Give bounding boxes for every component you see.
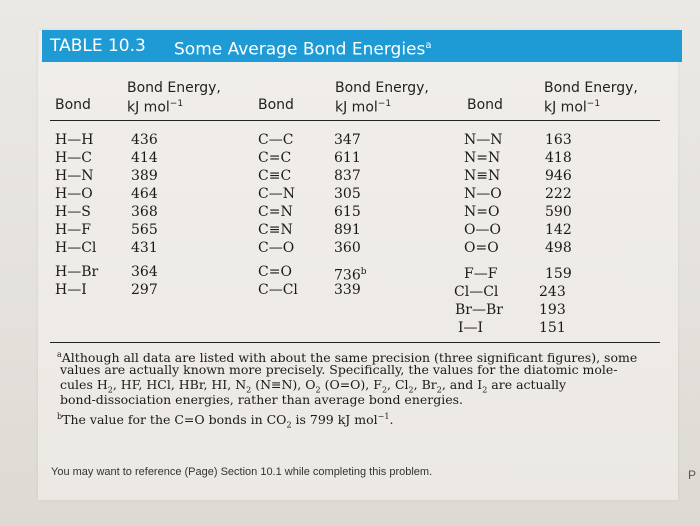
bond-energy: 305 — [334, 186, 361, 202]
bond-energy: 736$^b$ — [334, 267, 367, 284]
header-energy-3: Bond Energy, kJ mol$^{-1}$ — [544, 80, 638, 116]
bond-label: C=C — [258, 150, 292, 166]
bond-energy: 414 — [131, 150, 158, 166]
footnote-a-line1: $^a$Although all data are listed with about the same precision (three significant figures), some — [57, 350, 638, 366]
bond-label: N—N — [464, 132, 503, 148]
bond-energy: 151 — [539, 320, 566, 336]
bond-label: O—O — [464, 222, 501, 238]
bond-energy: 565 — [131, 222, 158, 238]
table-title-bar — [42, 30, 682, 62]
table-title: Some Average Bond Energies$^a$ — [174, 39, 432, 60]
bond-energy: 590 — [545, 204, 572, 220]
bond-energy: 142 — [545, 222, 572, 238]
bond-energy: 464 — [131, 186, 158, 202]
bond-energy: 297 — [131, 282, 158, 298]
header-rule — [50, 120, 660, 121]
bond-energy: 347 — [334, 132, 361, 148]
bond-label: C≡N — [258, 222, 293, 238]
footnote-a-line2: values are actually known more precisely. Specifically, the values for the diatomic mole- — [60, 362, 618, 377]
bond-label: H—Cl — [55, 240, 97, 256]
footnote-b: $^b$The value for the C=O bonds in $CO_2$ is 799 kJ mol$^{-1}$. — [57, 412, 394, 430]
bond-label: N≡N — [464, 168, 501, 184]
bond-energy: 368 — [131, 204, 158, 220]
bond-energy: 498 — [545, 240, 572, 256]
bond-label: N=N — [464, 150, 501, 166]
bond-energy: 611 — [334, 150, 361, 166]
bond-label: C—C — [258, 132, 294, 148]
table-number: TABLE 10.3 — [50, 36, 146, 56]
bond-label: C—O — [258, 240, 295, 256]
bond-energy: 339 — [334, 282, 361, 298]
bond-energy: 222 — [545, 186, 572, 202]
header-energy-1: Bond Energy, kJ mol$^{-1}$ — [127, 80, 221, 116]
bond-energy: 159 — [545, 266, 572, 282]
bond-energy: 431 — [131, 240, 158, 256]
reference-note: You may want to reference (Page) Section 10.1 while completing this problem. — [51, 466, 433, 478]
bond-label: I—I — [458, 320, 484, 336]
bond-label: N=O — [464, 204, 500, 220]
bond-energy: 360 — [334, 240, 361, 256]
bond-energy: 193 — [539, 302, 566, 318]
edge-letter: P — [688, 468, 697, 482]
bond-label: H—I — [55, 282, 87, 298]
bond-energy: 891 — [334, 222, 361, 238]
footnote-b-marker: b — [360, 267, 367, 277]
bond-label: H—O — [55, 186, 93, 202]
bond-energy: 946 — [545, 168, 572, 184]
header-energy-2: Bond Energy, kJ mol$^{-1}$ — [335, 80, 429, 116]
title-footnote-marker: a — [425, 40, 432, 51]
footnote-a-line3: cules $H_2$, HF, HCl, HBr, HI, $N_2$ (N≡N), $O_2$ (O=O), $F_2$, $Cl_2$, $Br_2$, and $I_2$ are actually — [60, 377, 567, 395]
bond-label: C—Cl — [258, 282, 298, 298]
bond-energy: 243 — [539, 284, 566, 300]
bond-label: H—C — [55, 150, 92, 166]
bond-label: H—H — [55, 132, 94, 148]
bond-label: N—O — [464, 186, 502, 202]
bond-energy: 389 — [131, 168, 158, 184]
bond-label: C=O — [258, 264, 292, 280]
bond-energy: 364 — [131, 264, 158, 280]
bond-label: H—F — [55, 222, 91, 238]
bond-label: C=N — [258, 204, 293, 220]
bond-label: Cl—Cl — [454, 284, 499, 300]
bond-energy: 436 — [131, 132, 158, 148]
bond-label: C≡C — [258, 168, 292, 184]
bond-label: F—F — [464, 266, 498, 282]
header-bond-3: Bond — [467, 97, 503, 113]
footer-rule — [50, 342, 660, 343]
bond-label: H—Br — [55, 264, 99, 280]
bond-label: O=O — [464, 240, 499, 256]
bond-energy: 418 — [545, 150, 572, 166]
bond-energy: 163 — [545, 132, 572, 148]
bond-label: H—S — [55, 204, 91, 220]
footnote-a-line4: bond-dissociation energies, rather than average bond energies. — [60, 392, 464, 407]
bond-label: Br—Br — [455, 302, 503, 318]
header-bond-1: Bond — [55, 97, 91, 113]
bond-label: C—N — [258, 186, 295, 202]
bond-energy: 837 — [334, 168, 361, 184]
bond-energy: 615 — [334, 204, 361, 220]
header-bond-2: Bond — [258, 97, 294, 113]
bond-label: H—N — [55, 168, 94, 184]
